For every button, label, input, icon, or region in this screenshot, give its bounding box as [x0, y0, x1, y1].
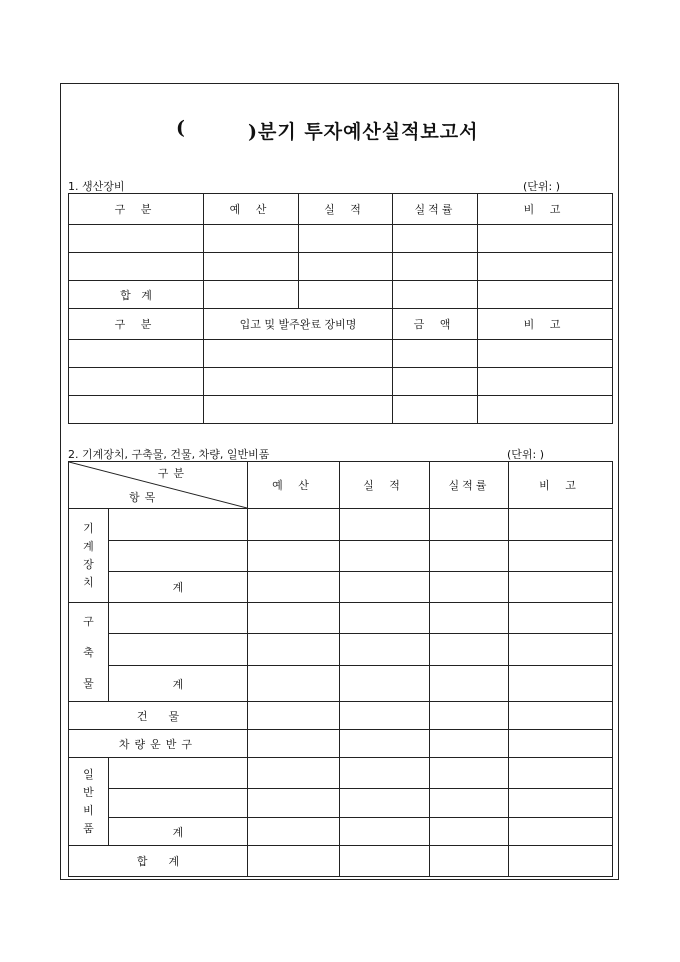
cell[interactable] — [340, 730, 430, 758]
building-row — [69, 702, 613, 730]
table-header-row — [69, 194, 613, 225]
cell[interactable] — [69, 253, 204, 281]
cell[interactable] — [430, 541, 509, 572]
cell[interactable] — [340, 634, 430, 666]
vehicles-row — [69, 730, 613, 758]
cell[interactable] — [509, 634, 613, 666]
diag-bottom-label: 항목 — [129, 491, 161, 504]
cell[interactable] — [340, 758, 430, 789]
header-actual: 실 적 — [340, 462, 430, 509]
diagonal-header — [69, 462, 248, 509]
subtotal-row — [69, 572, 613, 603]
cell[interactable] — [340, 666, 430, 702]
cell[interactable] — [509, 818, 613, 846]
cell[interactable] — [340, 818, 430, 846]
table-row — [69, 541, 613, 572]
table-row — [69, 509, 613, 541]
subtotal-label: 계 — [109, 666, 248, 702]
cell[interactable] — [299, 225, 393, 253]
diag-top-label: 구분 — [157, 467, 189, 480]
table-row — [69, 340, 613, 368]
table-row — [69, 368, 613, 396]
table-header-row — [69, 462, 613, 509]
cell[interactable] — [69, 368, 204, 396]
cell[interactable] — [478, 368, 613, 396]
production-equipment-table — [68, 193, 613, 424]
cell[interactable] — [248, 541, 340, 572]
total-row — [69, 281, 613, 309]
cell[interactable] — [109, 758, 248, 789]
table-row — [69, 634, 613, 666]
cell[interactable] — [109, 509, 248, 541]
grand-total-label: 합 계 — [69, 846, 248, 877]
header-rate: 실적률 — [430, 462, 509, 509]
cell[interactable] — [509, 730, 613, 758]
cell[interactable] — [248, 603, 340, 634]
cell[interactable] — [509, 603, 613, 634]
cell[interactable] — [393, 225, 478, 253]
cell[interactable] — [430, 666, 509, 702]
table-row — [69, 789, 613, 818]
cell[interactable] — [393, 368, 478, 396]
table-header-row — [69, 309, 613, 340]
cell[interactable] — [204, 368, 393, 396]
cell[interactable] — [478, 281, 613, 309]
group-supplies-label: 일반비품 — [83, 767, 94, 835]
header-rate: 실적률 — [393, 194, 478, 225]
cell[interactable] — [248, 634, 340, 666]
cell[interactable] — [248, 846, 340, 877]
header-remarks: 비 고 — [478, 194, 613, 225]
header-remarks: 비 고 — [478, 309, 613, 340]
header-category: 구 분 — [69, 194, 204, 225]
cell[interactable] — [69, 396, 204, 424]
subtotal-row — [69, 666, 613, 702]
header-amount: 금 액 — [393, 309, 478, 340]
cell[interactable] — [430, 603, 509, 634]
cell[interactable] — [248, 758, 340, 789]
cell[interactable] — [430, 702, 509, 730]
cell[interactable] — [248, 702, 340, 730]
cell[interactable] — [393, 253, 478, 281]
cell[interactable] — [204, 281, 299, 309]
cell[interactable] — [478, 340, 613, 368]
cell[interactable] — [109, 603, 248, 634]
cell[interactable] — [430, 509, 509, 541]
cell[interactable] — [509, 789, 613, 818]
table-row — [69, 396, 613, 424]
cell[interactable] — [430, 789, 509, 818]
grand-total-row — [69, 846, 613, 877]
cell[interactable] — [299, 253, 393, 281]
group-machinery-label: 기계장치 — [83, 521, 94, 589]
cell[interactable] — [248, 789, 340, 818]
cell[interactable] — [109, 789, 248, 818]
cell[interactable] — [69, 340, 204, 368]
cell[interactable] — [430, 818, 509, 846]
section1-label: 1. 생산장비 — [68, 180, 125, 193]
building-label: 건 물 — [69, 702, 248, 730]
cell[interactable] — [340, 541, 430, 572]
cell[interactable] — [509, 541, 613, 572]
table-row — [69, 603, 613, 634]
subtotal-label: 계 — [109, 572, 248, 603]
cell[interactable] — [430, 572, 509, 603]
cell[interactable] — [248, 730, 340, 758]
group-machinery — [69, 509, 109, 603]
table-row — [69, 253, 613, 281]
title-paren: ( — [176, 117, 186, 139]
cell[interactable] — [430, 758, 509, 789]
section1-unit: (단위: ) — [523, 180, 561, 193]
cell[interactable] — [393, 396, 478, 424]
cell[interactable] — [478, 253, 613, 281]
cell[interactable] — [340, 603, 430, 634]
cell[interactable] — [340, 572, 430, 603]
cell[interactable] — [340, 789, 430, 818]
header-budget: 예 산 — [204, 194, 299, 225]
subtotal-label: 계 — [109, 818, 248, 846]
cell[interactable] — [248, 818, 340, 846]
cell[interactable] — [393, 340, 478, 368]
cell[interactable] — [340, 702, 430, 730]
table-row — [69, 225, 613, 253]
cell[interactable] — [69, 225, 204, 253]
title-text: )분기 투자예산실적보고서 — [248, 121, 479, 143]
cell[interactable] — [204, 396, 393, 424]
header-remarks: 비 고 — [509, 462, 613, 509]
group-supplies — [69, 758, 109, 846]
cell[interactable] — [248, 509, 340, 541]
vehicles-label: 차량운반구 — [69, 730, 248, 758]
header-actual: 실 적 — [299, 194, 393, 225]
cell[interactable] — [248, 572, 340, 603]
cell[interactable] — [204, 340, 393, 368]
cell[interactable] — [109, 634, 248, 666]
cell[interactable] — [430, 634, 509, 666]
cell[interactable] — [430, 730, 509, 758]
header-category: 구 분 — [69, 309, 204, 340]
table-row — [69, 758, 613, 789]
cell[interactable] — [248, 666, 340, 702]
cell[interactable] — [109, 541, 248, 572]
cell[interactable] — [430, 846, 509, 877]
header-equipment-name: 입고 및 발주완료 장비명 — [204, 309, 393, 340]
cell[interactable] — [204, 253, 299, 281]
cell[interactable] — [478, 225, 613, 253]
cell[interactable] — [204, 225, 299, 253]
cell[interactable] — [478, 396, 613, 424]
cell[interactable] — [509, 702, 613, 730]
header-budget: 예 산 — [248, 462, 340, 509]
cell[interactable] — [509, 666, 613, 702]
cell[interactable] — [299, 281, 393, 309]
group-structures-label: 구축물 — [83, 614, 94, 690]
cell[interactable] — [509, 509, 613, 541]
cell[interactable] — [509, 758, 613, 789]
cell[interactable] — [340, 846, 430, 877]
cell[interactable] — [509, 572, 613, 603]
group-structures — [69, 603, 109, 702]
section2-label: 2. 기계장치, 구축물, 건물, 차량, 일반비품 — [68, 448, 270, 461]
cell[interactable] — [393, 281, 478, 309]
subtotal-row — [69, 818, 613, 846]
cell[interactable] — [340, 509, 430, 541]
total-label: 합 계 — [69, 281, 204, 309]
section2-unit: (단위: ) — [507, 448, 545, 461]
cell[interactable] — [509, 846, 613, 877]
assets-table — [68, 461, 613, 877]
